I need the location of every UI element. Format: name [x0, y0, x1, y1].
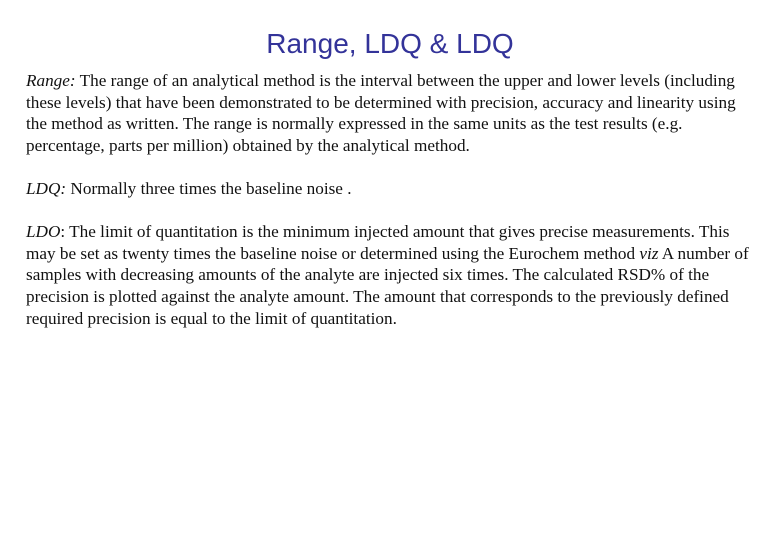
range-term: Range:	[26, 71, 76, 90]
ldo-definition-part1: : The limit of quantitation is the minimum injected amount that gives precise measurements. This may be set as twenty times the baseline noise or determined using the Eurochem method	[26, 222, 730, 263]
range-paragraph	[26, 70, 756, 156]
ldo-paragraph	[26, 221, 756, 329]
ldq-definition: Normally three times the baseline noise .	[66, 178, 352, 198]
slide-body	[26, 70, 756, 351]
slide-title: Range, LDQ & LDQ	[266, 28, 514, 59]
ldo-definition-part2: A number of samples with decreasing amounts of the analyte are injected six times. The calculated RSD% of the precision is plotted against the analyte amount. The amount that corresponds to the previously defined required precision is equal to the limit of quantitation.	[26, 243, 749, 328]
ldq-term: LDQ:	[26, 178, 67, 198]
ldo-term: LDO	[26, 222, 61, 242]
range-definition: The range of an analytical method is the interval between the upper and lower levels (including these levels) that have been demonstrated to be determined with precision, accuracy and linearity using the method as written. The range is normally expressed in the same units as the test results (e.g. percentage, parts per million) obtained by the analytical method.	[26, 71, 736, 155]
viz-word: viz	[639, 243, 659, 263]
ldq-paragraph	[26, 178, 756, 200]
